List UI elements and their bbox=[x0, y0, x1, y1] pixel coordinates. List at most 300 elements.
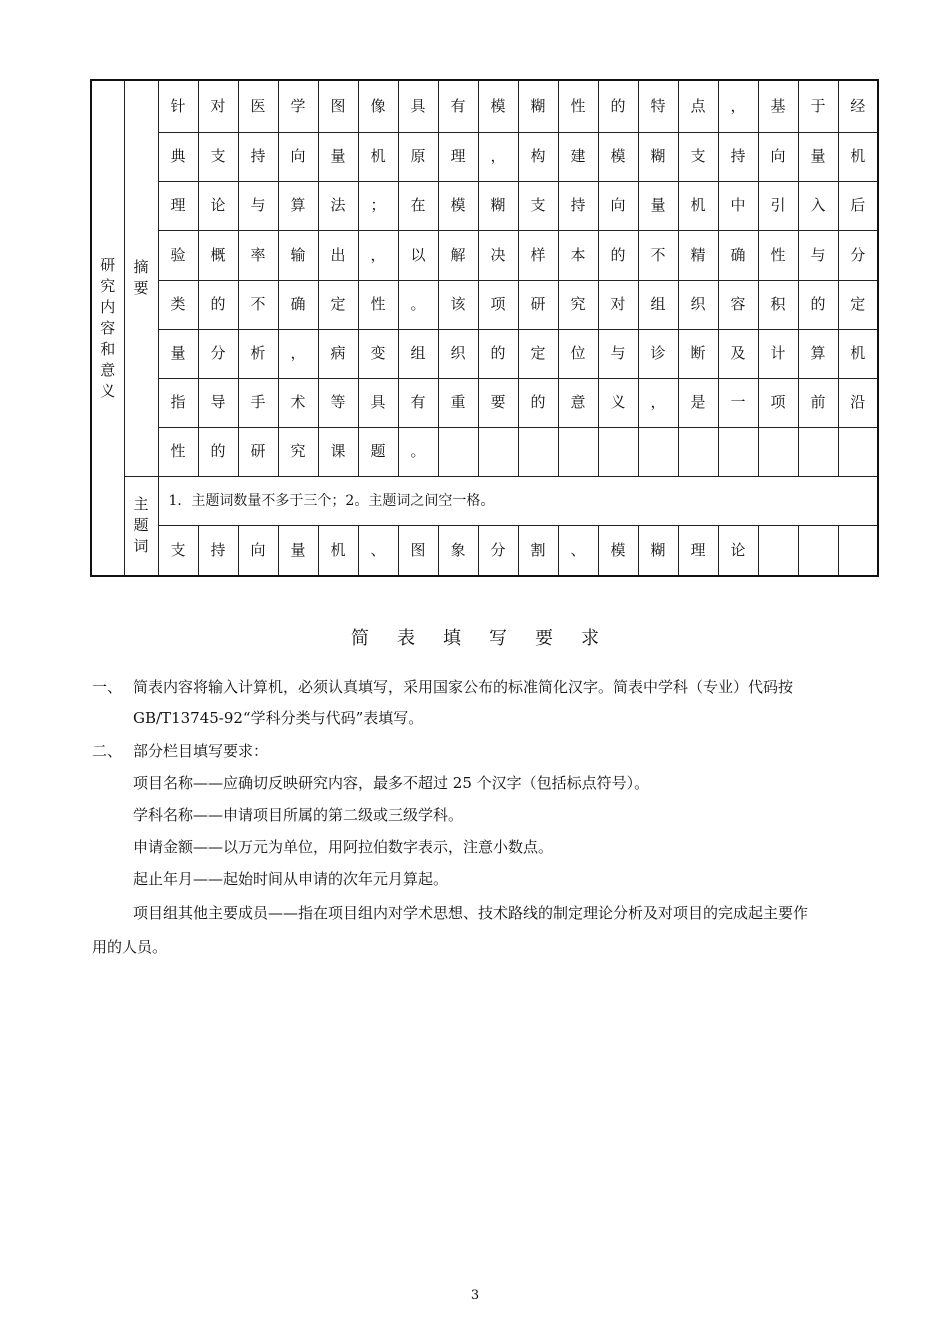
abstract-char-cell bbox=[318, 80, 358, 132]
abstract-char-cell-text: 解 bbox=[450, 245, 466, 264]
abstract-char-cell bbox=[358, 230, 398, 280]
abstract-char-cell bbox=[678, 280, 718, 329]
abstract-char-cell bbox=[238, 280, 278, 329]
abstract-char-cell-text: 精 bbox=[690, 245, 706, 264]
abstract-char-cell-text: 机 bbox=[850, 344, 866, 362]
abstract-char-cell-text: 积 bbox=[770, 295, 786, 313]
abstract-char-cell bbox=[478, 378, 518, 427]
abstract-char-cell bbox=[198, 329, 238, 378]
abstract-char-cell bbox=[638, 329, 678, 378]
abstract-char-cell-text: 析 bbox=[250, 344, 266, 362]
abstract-char-cell-text: 学 bbox=[290, 96, 306, 115]
abstract-char-cell-text: 向 bbox=[610, 196, 626, 214]
abstract-char-cell-text: 的 bbox=[490, 344, 506, 362]
abstract-char-cell bbox=[638, 132, 678, 181]
abstract-char-cell bbox=[678, 427, 718, 476]
abstract-char-cell-text: 重 bbox=[450, 393, 466, 411]
keyword-char-cell bbox=[398, 525, 438, 576]
abstract-char-cell bbox=[318, 132, 358, 181]
abstract-char-cell bbox=[838, 378, 878, 427]
abstract-char-cell bbox=[158, 132, 198, 181]
abstract-char-cell bbox=[518, 80, 558, 132]
abstract-char-cell bbox=[318, 230, 358, 280]
abstract-char-cell-text: 糊 bbox=[650, 147, 666, 165]
abstract-char-cell-text: 确 bbox=[730, 245, 746, 264]
abstract-char-cell bbox=[558, 80, 598, 132]
abstract-char-cell-text: 算 bbox=[810, 344, 826, 362]
abstract-char-cell-text: 输 bbox=[290, 245, 306, 264]
abstract-char-cell-text: 论 bbox=[210, 196, 226, 214]
abstract-char-cell bbox=[598, 378, 638, 427]
abstract-char-cell bbox=[518, 230, 558, 280]
abstract-char-cell bbox=[518, 378, 558, 427]
abstract-char-cell bbox=[838, 80, 878, 132]
abstract-char-cell bbox=[198, 80, 238, 132]
field-amount: 申请金额——以万元为单位，用阿拉伯数字表示，注意小数点。 bbox=[133, 838, 554, 856]
abstract-char-cell bbox=[798, 80, 838, 132]
abstract-char-cell-text: 入 bbox=[810, 196, 826, 214]
abstract-char-cell bbox=[438, 378, 478, 427]
keyword-char-cell-text: 图 bbox=[410, 540, 426, 559]
abstract-char-cell-text: 病 bbox=[330, 344, 346, 362]
abstract-char-cell-text: 糊 bbox=[530, 96, 546, 115]
abstract-char-cell-text: 量 bbox=[810, 147, 826, 165]
abstract-char-cell bbox=[598, 80, 638, 132]
abstract-char-cell-text: 项 bbox=[490, 295, 506, 313]
abstract-char-cell bbox=[198, 280, 238, 329]
abstract-char-cell bbox=[598, 230, 638, 280]
abstract-char-cell-text: 究 bbox=[570, 295, 586, 313]
section-label-cell bbox=[91, 80, 124, 576]
abstract-char-cell bbox=[398, 378, 438, 427]
abstract-char-cell-text: 本 bbox=[570, 245, 586, 264]
abstract-char-cell bbox=[798, 329, 838, 378]
abstract-char-cell bbox=[278, 80, 318, 132]
keyword-char-cell bbox=[238, 525, 278, 576]
abstract-char-cell bbox=[438, 427, 478, 476]
abstract-char-cell-text: 针 bbox=[170, 96, 186, 115]
abstract-char-cell-text: 向 bbox=[290, 147, 306, 165]
abstract-char-cell-text: 理 bbox=[170, 196, 186, 214]
abstract-char-cell bbox=[238, 132, 278, 181]
abstract-char-cell bbox=[558, 132, 598, 181]
abstract-char-cell-text: 定 bbox=[330, 295, 346, 313]
abstract-char-cell-text: 织 bbox=[690, 295, 706, 313]
abstract-char-cell bbox=[158, 181, 198, 230]
keyword-char-cell bbox=[198, 525, 238, 576]
keyword-label: 主题词 bbox=[133, 495, 149, 556]
abstract-char-cell bbox=[158, 427, 198, 476]
abstract-char-cell-text: 分 bbox=[210, 344, 226, 362]
abstract-char-cell bbox=[758, 80, 798, 132]
abstract-char-cell-text: 该 bbox=[450, 295, 466, 313]
abstract-char-cell-text: ， bbox=[490, 147, 506, 165]
abstract-char-cell bbox=[358, 378, 398, 427]
abstract-char-cell-text: 的 bbox=[210, 442, 226, 460]
abstract-char-cell-text: 对 bbox=[610, 295, 626, 313]
abstract-char-cell-text: 对 bbox=[210, 96, 226, 115]
abstract-char-cell bbox=[238, 378, 278, 427]
abstract-char-cell bbox=[438, 132, 478, 181]
abstract-char-cell-text: 。 bbox=[410, 295, 426, 313]
abstract-char-cell-text: 要 bbox=[490, 393, 506, 411]
abstract-char-cell bbox=[198, 132, 238, 181]
abstract-char-cell-text: 不 bbox=[650, 245, 666, 264]
keyword-char-cell bbox=[838, 525, 878, 576]
abstract-char-cell-text: 法 bbox=[330, 196, 346, 214]
abstract-char-cell-text: 基 bbox=[770, 96, 786, 115]
abstract-char-cell-text: ， bbox=[290, 344, 306, 362]
abstract-char-cell-text: 与 bbox=[810, 245, 826, 264]
abstract-char-cell-text: 项 bbox=[770, 393, 786, 411]
abstract-char-cell bbox=[798, 378, 838, 427]
abstract-char-cell-text: 织 bbox=[450, 344, 466, 362]
keyword-char-cell bbox=[158, 525, 198, 576]
title-char: 要 bbox=[535, 628, 553, 649]
abstract-char-cell-text: 及 bbox=[730, 344, 746, 362]
abstract-char-cell bbox=[718, 132, 758, 181]
item2-text: 部分栏目填写要求： bbox=[133, 742, 269, 760]
abstract-char-cell bbox=[198, 427, 238, 476]
abstract-char-cell-text: 性 bbox=[370, 295, 386, 313]
abstract-char-cell bbox=[438, 230, 478, 280]
abstract-char-cell-text: 一 bbox=[730, 393, 746, 411]
abstract-char-cell-text: 导 bbox=[210, 393, 226, 411]
abstract-char-cell bbox=[318, 378, 358, 427]
abstract-char-cell bbox=[558, 181, 598, 230]
section-label: 研究内容和意义 bbox=[100, 255, 116, 400]
abstract-char-cell-text: 诊 bbox=[650, 344, 666, 362]
abstract-char-cell bbox=[638, 280, 678, 329]
abstract-char-cell bbox=[598, 329, 638, 378]
abstract-char-cell bbox=[678, 230, 718, 280]
keyword-char-cell-text: 、 bbox=[370, 540, 386, 559]
abstract-char-cell-text: 持 bbox=[570, 196, 586, 214]
abstract-char-cell-text: 类 bbox=[170, 295, 186, 313]
abstract-char-cell-text: 在 bbox=[410, 196, 426, 214]
abstract-char-cell-text: 后 bbox=[850, 196, 866, 214]
abstract-char-cell-text: ， bbox=[370, 245, 386, 264]
abstract-char-cell bbox=[438, 80, 478, 132]
abstract-char-cell-text: 图 bbox=[330, 96, 346, 115]
keyword-char-cell bbox=[638, 525, 678, 576]
abstract-char-cell-text: 构 bbox=[530, 147, 546, 165]
title-char: 填 bbox=[443, 628, 461, 649]
abstract-char-cell bbox=[278, 378, 318, 427]
abstract-char-cell bbox=[678, 378, 718, 427]
keyword-char-cell bbox=[598, 525, 638, 576]
abstract-char-cell-text: 支 bbox=[530, 196, 546, 214]
abstract-char-cell bbox=[518, 181, 558, 230]
abstract-char-cell bbox=[518, 329, 558, 378]
field-members-line1: 项目组其他主要成员——指在项目组内对学术思想、技术路线的制定理论分析及对项目的完成起主要作 bbox=[133, 904, 809, 922]
abstract-char-cell bbox=[478, 427, 518, 476]
abstract-char-cell bbox=[278, 427, 318, 476]
abstract-char-cell bbox=[798, 280, 838, 329]
abstract-char-cell bbox=[798, 230, 838, 280]
abstract-char-cell bbox=[398, 80, 438, 132]
abstract-char-cell bbox=[238, 80, 278, 132]
abstract-char-cell-text: 持 bbox=[730, 147, 746, 165]
abstract-char-cell-text: 机 bbox=[370, 147, 386, 165]
keyword-char-cell-text: 向 bbox=[250, 540, 266, 559]
abstract-char-cell bbox=[678, 132, 718, 181]
abstract-char-cell-text: 引 bbox=[770, 196, 786, 214]
abstract-char-cell-text: 容 bbox=[730, 295, 746, 313]
abstract-char-cell-text: 确 bbox=[290, 295, 306, 313]
abstract-char-cell-text: 概 bbox=[210, 245, 226, 264]
abstract-char-cell bbox=[438, 280, 478, 329]
abstract-char-cell bbox=[478, 329, 518, 378]
page-number: 3 bbox=[470, 1288, 480, 1303]
abstract-char-cell bbox=[758, 181, 798, 230]
abstract-char-cell bbox=[398, 329, 438, 378]
abstract-label: 摘要 bbox=[133, 258, 149, 298]
abstract-char-cell bbox=[598, 132, 638, 181]
abstract-char-cell bbox=[318, 329, 358, 378]
abstract-char-cell-text: 机 bbox=[850, 147, 866, 165]
abstract-char-cell-text: 计 bbox=[770, 344, 786, 362]
abstract-char-cell-text: 的 bbox=[810, 295, 826, 313]
abstract-char-cell-text: 定 bbox=[530, 344, 546, 362]
abstract-char-cell-text: 糊 bbox=[490, 196, 506, 214]
item2-number: 二、 bbox=[92, 742, 123, 760]
abstract-char-cell-text: 模 bbox=[450, 196, 466, 214]
keyword-char-cell-text: 象 bbox=[450, 540, 466, 559]
abstract-char-cell bbox=[158, 230, 198, 280]
abstract-char-cell bbox=[718, 427, 758, 476]
abstract-char-cell bbox=[158, 80, 198, 132]
abstract-char-cell-text: 性 bbox=[770, 245, 786, 264]
abstract-char-cell bbox=[358, 280, 398, 329]
abstract-char-cell-text: 术 bbox=[290, 393, 306, 411]
abstract-char-cell-text: 意 bbox=[570, 393, 586, 411]
abstract-char-cell bbox=[598, 280, 638, 329]
keyword-char-cell bbox=[758, 525, 798, 576]
abstract-char-cell bbox=[358, 181, 398, 230]
abstract-char-cell-text: 定 bbox=[850, 295, 866, 313]
abstract-char-cell bbox=[238, 329, 278, 378]
abstract-char-cell bbox=[838, 181, 878, 230]
abstract-char-cell bbox=[398, 230, 438, 280]
abstract-char-cell bbox=[518, 427, 558, 476]
abstract-char-cell bbox=[278, 230, 318, 280]
abstract-char-cell bbox=[638, 181, 678, 230]
abstract-char-cell bbox=[398, 181, 438, 230]
abstract-char-cell-text: 有 bbox=[410, 393, 426, 411]
abstract-char-cell-text: 支 bbox=[210, 147, 226, 165]
abstract-char-cell-text: 经 bbox=[850, 96, 866, 115]
abstract-char-cell bbox=[798, 427, 838, 476]
keyword-char-cell-text: 分 bbox=[490, 540, 506, 559]
keyword-char-cell bbox=[478, 525, 518, 576]
abstract-char-cell-text: ， bbox=[650, 393, 666, 411]
abstract-char-cell-text: 沿 bbox=[850, 393, 866, 411]
keyword-char-cell bbox=[358, 525, 398, 576]
abstract-char-cell-text: 像 bbox=[370, 96, 386, 115]
abstract-char-cell-text: 以 bbox=[410, 245, 426, 264]
abstract-char-cell bbox=[678, 329, 718, 378]
abstract-char-cell bbox=[598, 181, 638, 230]
abstract-char-cell-text: 。 bbox=[410, 442, 426, 460]
abstract-char-cell-text: 典 bbox=[170, 147, 186, 165]
field-project-name: 项目名称——应确切反映研究内容，最多不超过 25 个汉字（包括标点符号）。 bbox=[133, 774, 650, 792]
abstract-char-cell-text: ； bbox=[370, 196, 386, 214]
instructions-title bbox=[0, 624, 950, 650]
abstract-char-cell-text: 出 bbox=[330, 245, 346, 264]
abstract-char-cell bbox=[758, 132, 798, 181]
abstract-char-cell bbox=[838, 230, 878, 280]
abstract-char-cell-text: 具 bbox=[370, 393, 386, 411]
field-subject-name: 学科名称——申请项目所属的第二级或三级学科。 bbox=[133, 806, 464, 824]
abstract-char-cell-text: 研 bbox=[530, 295, 546, 313]
abstract-char-cell bbox=[158, 329, 198, 378]
abstract-char-cell-text: 算 bbox=[290, 196, 306, 214]
keyword-char-cell-text: 量 bbox=[290, 540, 306, 559]
abstract-char-cell bbox=[198, 378, 238, 427]
abstract-char-cell bbox=[278, 181, 318, 230]
title-char: 简 bbox=[351, 628, 369, 649]
abstract-char-cell bbox=[358, 132, 398, 181]
abstract-char-cell bbox=[438, 329, 478, 378]
abstract-char-cell bbox=[838, 427, 878, 476]
abstract-char-cell-text: 中 bbox=[730, 196, 746, 214]
abstract-char-cell bbox=[638, 427, 678, 476]
abstract-char-cell bbox=[638, 80, 678, 132]
keyword-char-cell bbox=[798, 525, 838, 576]
item1-number: 一、 bbox=[92, 678, 123, 696]
keyword-note-cell bbox=[158, 476, 878, 525]
abstract-char-cell-text: 等 bbox=[330, 393, 346, 411]
abstract-char-cell bbox=[838, 132, 878, 181]
abstract-char-cell bbox=[758, 329, 798, 378]
form-table bbox=[90, 79, 879, 577]
keyword-char-cell-text: 理 bbox=[690, 540, 706, 559]
abstract-char-cell bbox=[798, 132, 838, 181]
abstract-char-cell bbox=[838, 280, 878, 329]
keyword-char-cell-text: 糊 bbox=[650, 540, 666, 559]
abstract-char-cell bbox=[278, 329, 318, 378]
abstract-char-cell bbox=[398, 280, 438, 329]
abstract-char-cell-text: 手 bbox=[250, 393, 266, 411]
abstract-char-cell-text: 点 bbox=[690, 96, 706, 115]
abstract-char-cell bbox=[798, 181, 838, 230]
abstract-char-cell-text: 模 bbox=[610, 147, 626, 165]
abstract-char-cell-text: 指 bbox=[170, 393, 186, 411]
abstract-char-cell bbox=[358, 427, 398, 476]
abstract-char-cell bbox=[438, 181, 478, 230]
abstract-char-cell bbox=[758, 427, 798, 476]
abstract-char-cell bbox=[478, 132, 518, 181]
abstract-char-cell bbox=[718, 329, 758, 378]
keyword-note-cell-text: 1．主题词数量不多于三个；2。主题词之间空一格。 bbox=[168, 492, 495, 509]
abstract-char-cell bbox=[318, 280, 358, 329]
abstract-char-cell bbox=[678, 80, 718, 132]
abstract-char-cell-text: 机 bbox=[690, 196, 706, 214]
abstract-char-cell-text: 位 bbox=[570, 344, 586, 362]
abstract-char-cell-text: 题 bbox=[370, 442, 386, 460]
abstract-char-cell-text: 建 bbox=[570, 147, 586, 165]
abstract-char-cell-text: 持 bbox=[250, 147, 266, 165]
abstract-char-cell-text: 特 bbox=[650, 96, 666, 115]
abstract-char-cell-text: 模 bbox=[490, 96, 506, 115]
abstract-char-cell bbox=[278, 280, 318, 329]
abstract-char-cell-text: 的 bbox=[530, 393, 546, 411]
abstract-char-cell-text: 不 bbox=[250, 295, 266, 313]
abstract-char-cell bbox=[398, 132, 438, 181]
abstract-char-cell-text: 原 bbox=[410, 147, 426, 165]
abstract-label-cell bbox=[124, 80, 158, 476]
abstract-char-cell-text: 性 bbox=[170, 442, 186, 460]
abstract-char-cell bbox=[158, 280, 198, 329]
abstract-char-cell bbox=[758, 378, 798, 427]
abstract-char-cell bbox=[758, 280, 798, 329]
abstract-char-cell bbox=[638, 230, 678, 280]
abstract-char-cell-text: 究 bbox=[290, 442, 306, 460]
abstract-char-cell-text: 课 bbox=[330, 442, 346, 460]
item1-text-line2: GB/T13745-92“学科分类与代码”表填写。 bbox=[133, 709, 424, 727]
abstract-char-cell bbox=[558, 378, 598, 427]
abstract-char-cell bbox=[558, 280, 598, 329]
keyword-char-cell bbox=[278, 525, 318, 576]
abstract-char-cell bbox=[478, 80, 518, 132]
abstract-char-cell bbox=[318, 181, 358, 230]
abstract-char-cell-text: 与 bbox=[610, 344, 626, 362]
item1-text-line1: 简表内容将输入计算机，必须认真填写，采用国家公布的标准简化汉字。简表中学科（专业）代码按 bbox=[133, 678, 794, 696]
abstract-char-cell-text: 量 bbox=[650, 196, 666, 214]
abstract-char-cell bbox=[718, 280, 758, 329]
abstract-char-cell-text: 性 bbox=[570, 96, 586, 115]
abstract-char-cell bbox=[478, 230, 518, 280]
keyword-char-cell-text: 持 bbox=[210, 540, 226, 559]
abstract-char-cell bbox=[678, 181, 718, 230]
abstract-char-cell-text: 支 bbox=[690, 147, 706, 165]
abstract-char-cell bbox=[238, 181, 278, 230]
abstract-char-cell-text: 的 bbox=[610, 245, 626, 264]
keyword-char-cell bbox=[558, 525, 598, 576]
abstract-char-cell-text: 医 bbox=[250, 96, 266, 115]
keyword-char-cell-text: 支 bbox=[170, 540, 186, 559]
abstract-char-cell-text: 与 bbox=[250, 196, 266, 214]
abstract-char-cell-text: ， bbox=[730, 96, 746, 115]
abstract-char-cell bbox=[638, 378, 678, 427]
abstract-char-cell-text: 义 bbox=[610, 393, 626, 411]
keyword-char-cell-text: 模 bbox=[610, 540, 626, 559]
field-period: 起止年月——起始时间从申请的次年元月算起。 bbox=[133, 870, 449, 888]
abstract-char-cell bbox=[278, 132, 318, 181]
abstract-char-cell-text: 断 bbox=[690, 344, 706, 362]
abstract-char-cell bbox=[718, 378, 758, 427]
abstract-char-cell-text: 具 bbox=[410, 96, 426, 115]
abstract-char-cell bbox=[318, 427, 358, 476]
abstract-char-cell-text: 有 bbox=[450, 96, 466, 115]
abstract-char-cell bbox=[478, 280, 518, 329]
abstract-char-cell-text: 率 bbox=[250, 245, 266, 264]
abstract-char-cell bbox=[198, 181, 238, 230]
abstract-char-cell-text: 的 bbox=[610, 96, 626, 115]
abstract-char-cell-text: 于 bbox=[810, 96, 826, 115]
abstract-char-cell bbox=[558, 230, 598, 280]
field-members-line2: 用的人员。 bbox=[92, 938, 168, 956]
abstract-char-cell bbox=[718, 181, 758, 230]
abstract-char-cell-text: 向 bbox=[770, 147, 786, 165]
abstract-char-cell-text: 量 bbox=[330, 147, 346, 165]
keyword-char-cell bbox=[678, 525, 718, 576]
abstract-char-cell-text: 验 bbox=[170, 245, 186, 264]
abstract-char-cell bbox=[398, 427, 438, 476]
keyword-char-cell bbox=[518, 525, 558, 576]
abstract-char-cell bbox=[558, 329, 598, 378]
